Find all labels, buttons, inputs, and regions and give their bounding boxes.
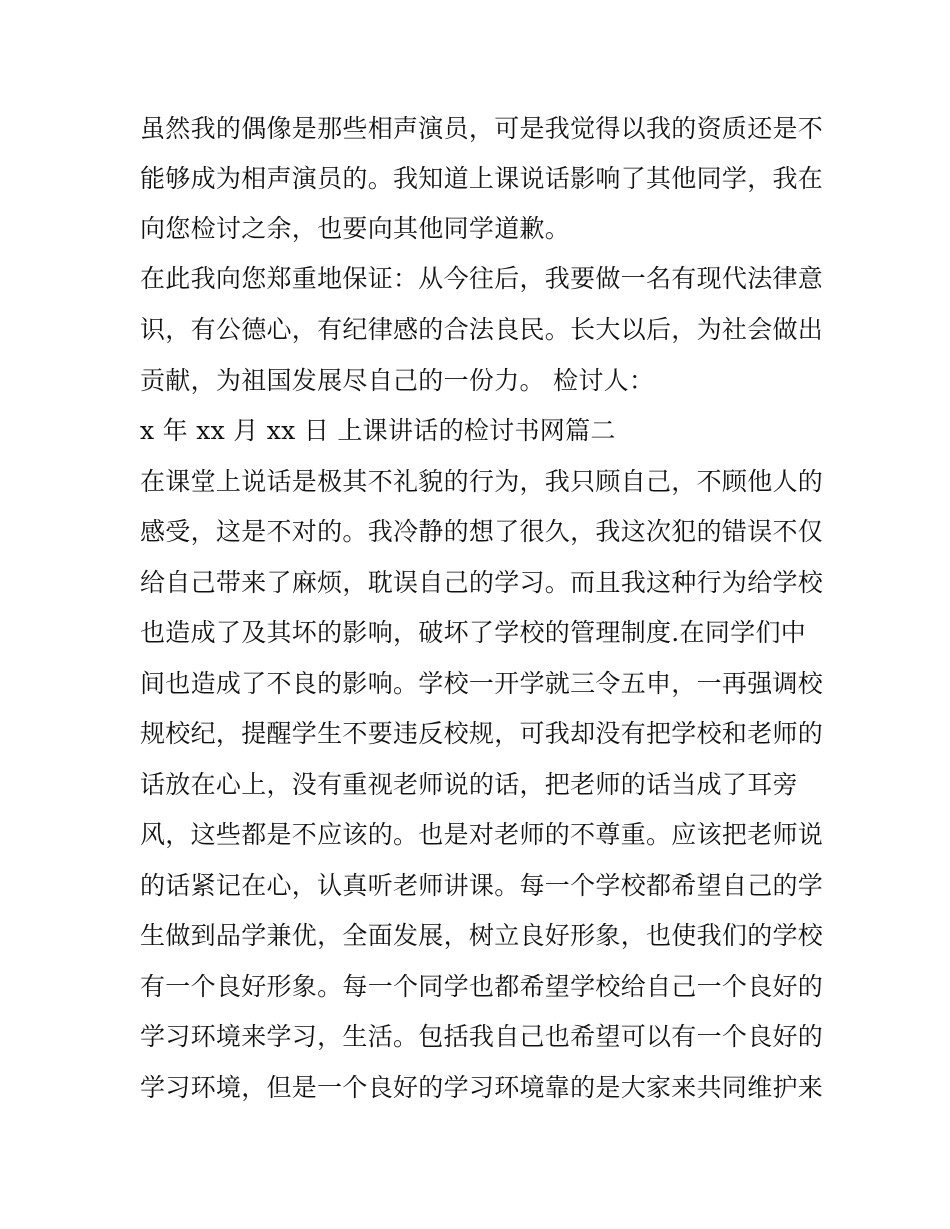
text-line: 向您检讨之余，也要向其他同学道歉。 [140, 214, 571, 243]
text-line: 话放在心上，没有重视老师说的话，把老师的话当成了耳旁 [140, 770, 798, 799]
text-line: 学习环境来学习，生活。包括我自己也希望可以有一个良好的 [140, 1022, 824, 1051]
text-line: 感受，这是不对的。我冷静的想了很久，我这次犯的错误不仅 [140, 517, 824, 546]
text-line: 在课堂上说话是极其不礼貌的行为，我只顾自己，不顾他人的 [140, 467, 824, 496]
text-line: 也造成了及其坏的影响，破坏了学校的管理制度.在同学们中 [140, 618, 807, 647]
text-line: 有一个良好形象。每一个同学也都希望学校给自己一个良好的 [140, 972, 824, 1001]
text-line: 间也造成了不良的影响。学校一开学就三令五申，一再强调校 [140, 669, 824, 698]
text-line: 的话紧记在心，认真听老师讲课。每一个学校都希望自己的学 [140, 871, 824, 900]
text-line: 能够成为相声演员的。我知道上课说话影响了其他同学，我在 [140, 164, 824, 193]
text-line: 规校纪，提醒学生不要违反校规，可我却没有把学校和老师的 [140, 719, 824, 748]
text-line: 在此我向您郑重地保证：从今往后，我要做一名有现代法律意 [140, 264, 824, 293]
text-line: 贡献，为祖国发展尽自己的一份力。 检讨人： [140, 366, 655, 395]
text-line: 学习环境，但是一个良好的学习环境靠的是大家来共同维护来 [140, 1073, 824, 1102]
text-line: 给自己带来了麻烦，耽误自己的学习。而且我这种行为给学校 [140, 568, 824, 597]
section-heading: x 年 xx 月 xx 日 上课讲话的检讨书网篇二 [140, 416, 616, 445]
text-line: 识，有公德心，有纪律感的合法良民。长大以后，为社会做出 [140, 315, 824, 344]
text-line: 风，这些都是不应该的。也是对老师的不尊重。应该把老师说 [140, 820, 824, 849]
text-line: 虽然我的偶像是那些相声演员，可是我觉得以我的资质还是不 [140, 114, 824, 143]
text-line: 生做到品学兼优，全面发展，树立良好形象，也使我们的学校 [140, 921, 824, 950]
